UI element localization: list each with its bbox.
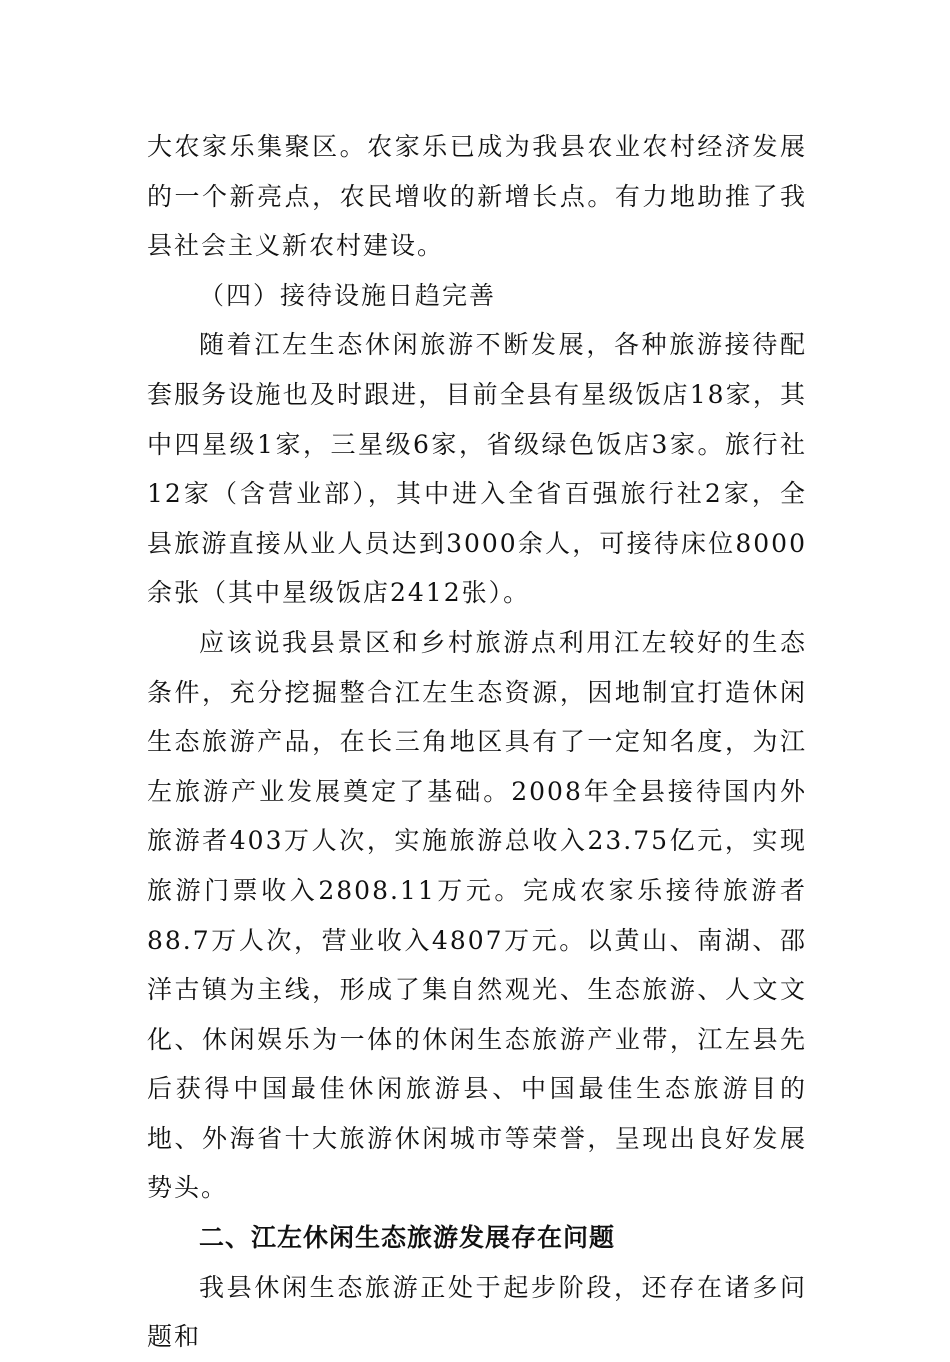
document-body [147,122,807,1362]
section-heading: 二、江左休闲生态旅游发展存在问题 [199,1223,616,1253]
paragraph-achievements: 应该说我县景区和乡村旅游点利用江左较好的生态条件，充分挖掘整合江左生态资源，因地制宜打造休闲生态旅游产品，在长三角地区具有了一定知名度，为江左旅游产业发展奠定了基础。2008年全县接待国内外旅游者403万人次，实施旅游总收入23.75亿元，实现旅游门票收入2808.11万元。完成农家乐接待旅游者88.7万人次，营业收入4807万元。以黄山、南湖、邵洋古镇为主线，形成了集自然观光、生态旅游、人文文化、休闲娱乐为一体的休闲生态旅游产业带，江左县先后获得中国最佳休闲旅游县、中国最佳生态旅游目的地、外海省十大旅游休闲城市等荣誉，呈现出良好发展势头。 [147,627,807,1203]
paragraph-problems: 我县休闲生态旅游正处于起步阶段，还存在诸多问题和 [147,1272,807,1352]
paragraph-facilities: 随着江左生态休闲旅游不断发展，各种旅游接待配套服务设施也及时跟进，目前全县有星级饭店18家，其中四星级1家，三星级6家，省级绿色饭店3家。旅行社12家（含营业部），其中进入全省百强旅行社2家，全县旅游直接从业人员达到3000余人，可接待床位8000余张（其中星级饭店2412张）。 [147,330,807,608]
paragraph-continuation: 大农家乐集聚区。农家乐已成为我县农业农村经济发展的一个新亮点，农民增收的新增长点。有力地助推了我县社会主义新农村建设。 [147,132,807,261]
subsection-heading: （四）接待设施日趋完善 [199,280,497,310]
